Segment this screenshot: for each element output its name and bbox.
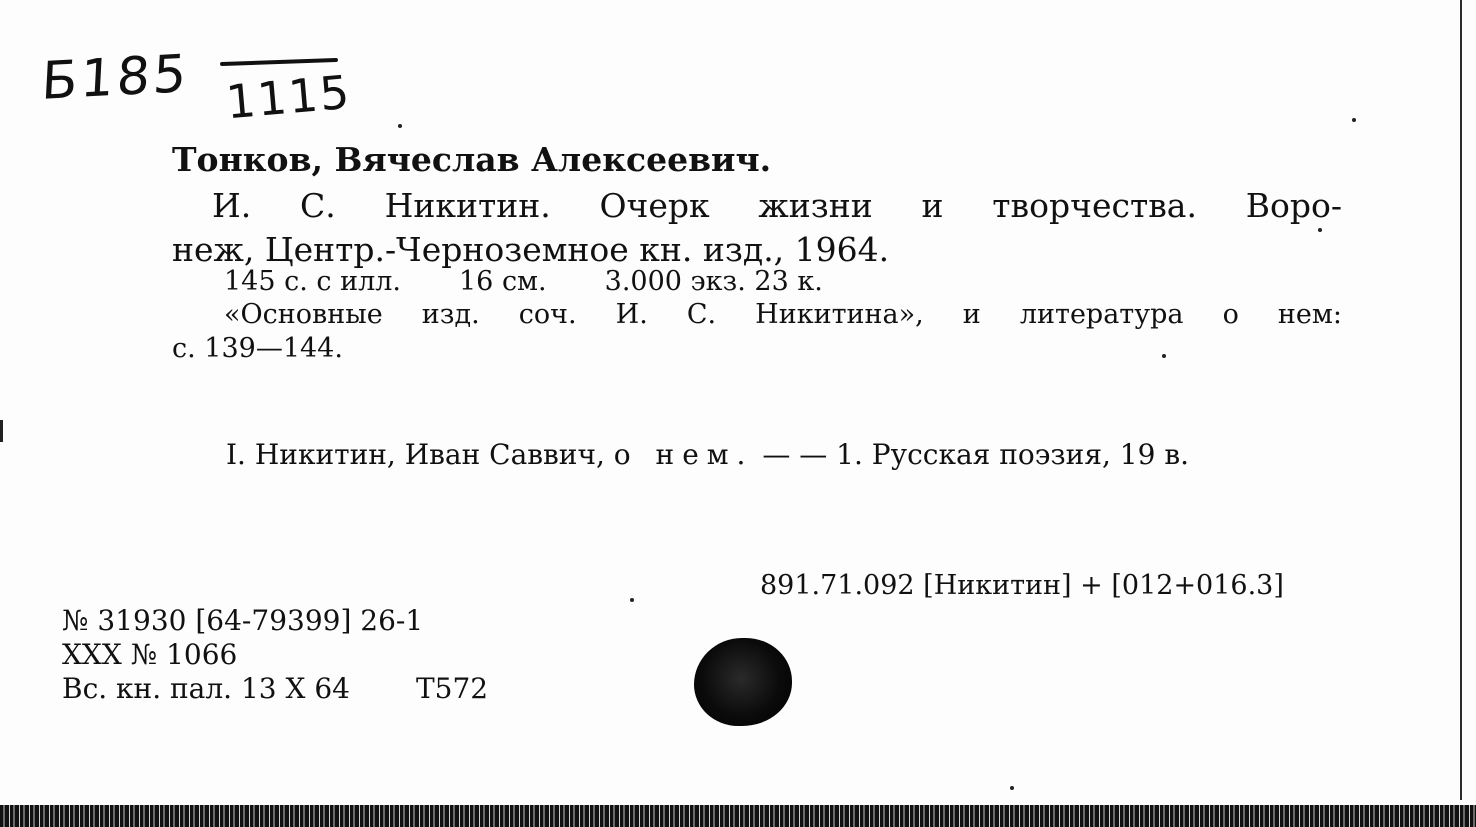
author-heading: Тонков, Вячеслав Алексеевич. (172, 140, 772, 179)
scan-speck (1318, 228, 1322, 232)
subject-topic: — — 1. Русская поэзия, 19 в. (762, 438, 1190, 471)
imprint-series: XXX № 1066 (62, 638, 238, 671)
subject-about-him: о нем. (613, 438, 754, 471)
handwritten-call-number: 1115 (223, 64, 354, 130)
scan-speck (398, 124, 402, 128)
collation-print-run-price: 3.000 экз. 23 к. (604, 266, 823, 297)
classification-number: 891.71.092 [Никитин] + [012+016.3] (760, 570, 1284, 601)
scan-speck (1010, 786, 1014, 790)
subject-headings (226, 438, 1189, 471)
collation-pages: 145 с. с илл. (224, 266, 401, 297)
handwritten-shelf-mark: Б185 (40, 44, 191, 112)
imprint-block (62, 604, 488, 706)
imprint-chamber: Вс. кн. пал. 13 X 64 (62, 672, 350, 705)
scan-speck (1162, 354, 1166, 358)
scan-speck (630, 598, 634, 602)
scan-speck (1352, 118, 1356, 122)
handwritten-annotation (20, 30, 354, 130)
collation-line (224, 266, 823, 297)
title-block (172, 184, 1342, 272)
note-line-1: «Основные изд. соч. И. С. Никитина», и литература о нем: (224, 299, 1342, 330)
ink-blot (694, 638, 792, 726)
imprint-code: Т572 (415, 672, 489, 705)
card-right-edge (1460, 0, 1462, 800)
note-line-2: с. 139—144. (172, 333, 343, 364)
bibliography-note (172, 298, 1342, 366)
title-line-2: неж, Центр.-Черноземное кн. изд., 1964. (172, 230, 890, 269)
imprint-number: № 31930 [64-79399] 26-1 (62, 604, 424, 637)
card-left-edge-mark (0, 420, 3, 442)
title-line-1: И. С. Никитин. Очерк жизни и творчества. Воро- (212, 186, 1342, 225)
collation-size: 16 см. (459, 266, 547, 297)
handwritten-overline (220, 58, 338, 66)
imprint-chamber-line (62, 672, 488, 706)
card-bottom-scan-border (0, 805, 1476, 827)
subject-person: I. Никитин, Иван Саввич, (226, 438, 605, 471)
